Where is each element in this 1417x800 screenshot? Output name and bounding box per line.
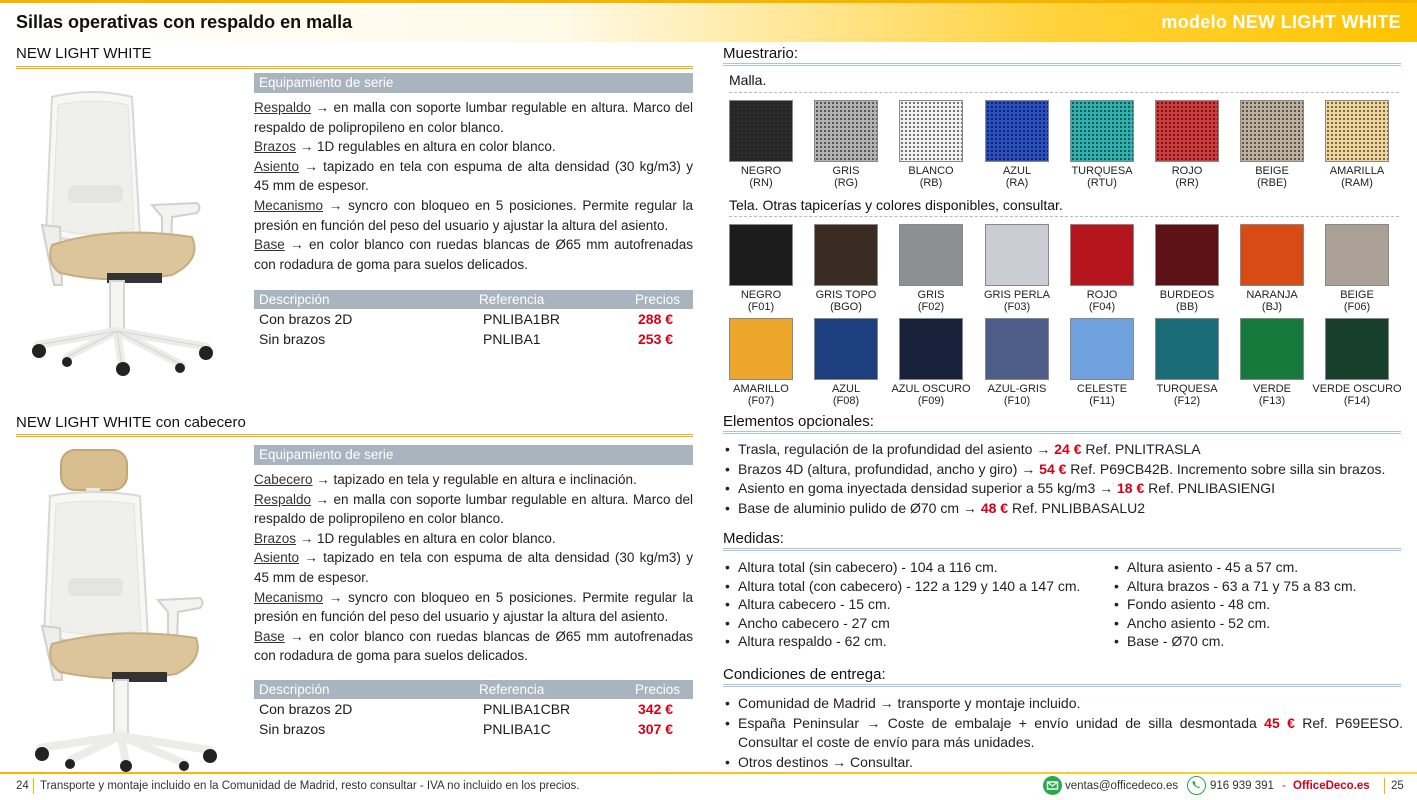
row-desc: Con brazos 2D bbox=[259, 701, 353, 717]
page-title: Sillas operativas con respaldo en malla bbox=[16, 12, 353, 32]
model-title: modelo NEW LIGHT WHITE bbox=[1161, 12, 1401, 32]
dashed-divider bbox=[729, 216, 1399, 217]
spec-key: Base bbox=[254, 628, 285, 644]
price-table-header bbox=[254, 290, 693, 309]
row-ref: PNLIBA1C bbox=[483, 721, 551, 737]
list-item bbox=[1112, 595, 1402, 614]
chair-image bbox=[22, 85, 222, 380]
page-number-left: 24 bbox=[16, 780, 29, 792]
page-header bbox=[0, 0, 1417, 42]
color-swatch bbox=[1240, 318, 1304, 380]
swatch-name: AZUL bbox=[1002, 165, 1032, 177]
color-swatch bbox=[1240, 224, 1304, 286]
medidas-list-left bbox=[723, 558, 1113, 651]
list-item bbox=[723, 614, 1113, 633]
color-swatch bbox=[1325, 318, 1389, 380]
spec-value: → tapizado en tela con espuma de alta densidad (30 kg/m3) y 45 mm de espesor. bbox=[254, 550, 693, 585]
color-swatch bbox=[1240, 100, 1304, 162]
spec-value: → 1D regulables en altura en color blanco. bbox=[296, 139, 556, 155]
spec-value: → tapizado en tela y regulable en altura e inclinación. bbox=[312, 472, 637, 487]
item-text: Altura total (sin cabecero) - 104 a 116 cm. bbox=[738, 559, 998, 575]
swatch-name: AZUL OSCURO bbox=[891, 383, 971, 395]
list-item bbox=[723, 558, 1113, 577]
list-item bbox=[723, 632, 1113, 651]
swatch-code: (F10) bbox=[1003, 395, 1031, 407]
list-item bbox=[723, 694, 1403, 714]
item-ref: Ref. P69EESO. Consultar el coste de envío para más unidades. bbox=[738, 714, 1403, 750]
swatch-name: BEIGE bbox=[1255, 165, 1289, 177]
spec-key: Base bbox=[254, 237, 285, 253]
row-desc: Sin brazos bbox=[259, 331, 326, 347]
swatch-code: (RAM) bbox=[1341, 177, 1373, 189]
col-referencia: Referencia bbox=[479, 682, 545, 697]
spec-value: → en color blanco con ruedas blancas de Ø65 mm autofrenadas con rodadura de goma para suelos delicados. bbox=[254, 628, 693, 664]
page-footer bbox=[0, 772, 1417, 800]
spec-key: Cabecero bbox=[254, 472, 313, 487]
col-referencia: Referencia bbox=[479, 292, 545, 307]
spec-key: Asiento bbox=[254, 158, 300, 174]
item-price: 18 € bbox=[1117, 480, 1145, 496]
footer-divider bbox=[33, 778, 34, 794]
swatch-code: (RTU) bbox=[1087, 177, 1117, 189]
swatch-name: GRIS bbox=[832, 165, 860, 177]
swatch-code: (F13) bbox=[1258, 395, 1286, 407]
price-table-1 bbox=[254, 290, 693, 349]
swatch-code: (F01) bbox=[747, 301, 775, 313]
item-text: Otros destinos → Consultar. bbox=[738, 753, 914, 770]
row-price: 253 € bbox=[638, 331, 674, 347]
footer-phone[interactable]: 916 939 391 bbox=[1210, 780, 1274, 792]
color-swatch bbox=[985, 100, 1049, 162]
swatch-code: (F08) bbox=[832, 395, 860, 407]
tela-title: Tela. Otras tapicerías y colores disponibles, consultar. bbox=[729, 197, 1063, 213]
swatch-code: (F03) bbox=[1003, 301, 1031, 313]
price-table-header bbox=[254, 680, 693, 699]
list-item bbox=[1112, 558, 1402, 577]
item-ref: Ref. PNLITRASLA bbox=[1081, 441, 1201, 457]
spec-key: Brazos bbox=[254, 530, 297, 546]
item-ref: Ref. PNLIBASIENGI bbox=[1144, 480, 1275, 496]
spec-header: Equipamiento de serie bbox=[254, 73, 693, 93]
swatch-code: (RR) bbox=[1175, 177, 1199, 189]
entrega-list bbox=[723, 694, 1403, 772]
entrega-title: Condiciones de entrega: bbox=[723, 666, 886, 683]
color-swatch bbox=[1070, 224, 1134, 286]
row-desc: Con brazos 2D bbox=[259, 311, 353, 327]
page-number-right: 25 bbox=[1391, 780, 1404, 792]
swatch-code: (F09) bbox=[917, 395, 945, 407]
table-row bbox=[254, 719, 693, 739]
swatch-name: AMARILLO bbox=[733, 383, 789, 395]
item-text: Altura respaldo - 62 cm. bbox=[738, 633, 887, 650]
col-precios: Precios bbox=[635, 292, 681, 307]
item-price: 45 € bbox=[1264, 714, 1295, 731]
item-text: Altura cabecero - 15 cm. bbox=[738, 596, 891, 613]
opcionales-list bbox=[723, 440, 1403, 518]
swatch-name: VERDE OSCURO bbox=[1312, 383, 1402, 395]
col-descripcion: Descripción bbox=[259, 682, 330, 697]
spec-header: Equipamiento de serie bbox=[254, 445, 693, 465]
color-swatch bbox=[899, 318, 963, 380]
table-row bbox=[254, 309, 693, 329]
dashed-divider bbox=[729, 92, 1399, 93]
item-ref: Ref. PNLIBBASALU2 bbox=[1008, 499, 1146, 516]
footer-divider bbox=[1384, 778, 1385, 794]
row-ref: PNLIBA1BR bbox=[483, 311, 561, 327]
spec-value: → tapizado en tela con espuma de alta densidad (30 kg/m3) y 45 mm de espesor. bbox=[254, 158, 693, 194]
footer-email[interactable]: ventas@officedeco.es bbox=[1065, 780, 1179, 792]
swatch-code: (RA) bbox=[1005, 177, 1029, 189]
spec-text bbox=[254, 470, 693, 666]
swatch-code: (BB) bbox=[1176, 301, 1198, 313]
footer-note: Transporte y montaje incluido en la Comunidad de Madrid, resto consultar - IVA no incluido en los precios. bbox=[40, 780, 580, 792]
item-text: Base de aluminio pulido de Ø70 cm → bbox=[738, 499, 981, 516]
list-item bbox=[723, 577, 1113, 596]
swatch-name: TURQUESA bbox=[1156, 383, 1218, 395]
swatch-name: AZUL-GRIS bbox=[987, 383, 1047, 395]
swatch-name: AZUL bbox=[831, 383, 861, 395]
item-text: Asiento en goma inyectada densidad superior a 55 kg/m3 → bbox=[738, 480, 1118, 496]
color-swatch bbox=[985, 224, 1049, 286]
col-descripcion: Descripción bbox=[259, 292, 330, 307]
item-text: Brazos 4D (altura, profundidad, ancho y giro) → bbox=[738, 460, 1040, 477]
row-price: 342 € bbox=[638, 701, 674, 717]
swatch-name: BURDEOS bbox=[1159, 289, 1215, 301]
swatch-name: BLANCO bbox=[908, 165, 954, 177]
spec-box-2 bbox=[254, 445, 693, 666]
section-divider bbox=[723, 63, 1401, 66]
opcionales-title: Elementos opcionales: bbox=[723, 413, 874, 430]
spec-key: Asiento bbox=[254, 550, 300, 566]
color-swatch bbox=[729, 318, 793, 380]
color-swatch bbox=[899, 100, 963, 162]
item-ref: Ref. P69CB42B. Incremento sobre silla sin brazos. bbox=[1066, 460, 1386, 477]
email-icon bbox=[1043, 776, 1062, 795]
row-ref: PNLIBA1CBR bbox=[483, 701, 571, 717]
spec-value: → syncro con bloqueo en 5 posiciones. Permite regular la presión en función del peso del usuario y ajustar la altura del asiento. bbox=[254, 197, 693, 233]
whatsapp-icon bbox=[1187, 776, 1206, 795]
list-item bbox=[723, 595, 1113, 614]
swatch-code: (F14) bbox=[1343, 395, 1371, 407]
list-item bbox=[723, 479, 1403, 499]
spec-key: Mecanismo bbox=[254, 589, 324, 605]
swatch-name: CELESTE bbox=[1076, 383, 1128, 395]
swatch-code: (F06) bbox=[1343, 301, 1371, 313]
color-swatch bbox=[985, 318, 1049, 380]
color-swatch bbox=[814, 224, 878, 286]
footer-rule bbox=[0, 772, 1417, 774]
color-swatch bbox=[814, 100, 878, 162]
section-divider bbox=[723, 431, 1401, 434]
spec-value: → syncro con bloqueo en 5 posiciones. Permite regular la presión en función del peso del usuario y ajustar la altura del asiento. bbox=[254, 589, 693, 625]
swatch-code: (F12) bbox=[1173, 395, 1201, 407]
list-item bbox=[1112, 632, 1402, 651]
footer-separator: - bbox=[1282, 780, 1286, 792]
spec-value: → en malla con soporte lumbar regulable en altura. Marco del respaldo de polipropileno en color blanco. bbox=[254, 491, 693, 527]
swatch-name: NEGRO bbox=[740, 165, 782, 177]
swatch-code: (F04) bbox=[1088, 301, 1116, 313]
list-item bbox=[723, 440, 1403, 460]
item-text: Base - Ø70 cm. bbox=[1127, 633, 1225, 650]
spec-key: Brazos bbox=[254, 139, 297, 155]
color-swatch bbox=[729, 100, 793, 162]
swatch-name: NARANJA bbox=[1246, 289, 1298, 301]
spec-value: → en color blanco con ruedas blancas de Ø65 mm autofrenadas con rodadura de goma para suelos delicados. bbox=[254, 237, 693, 272]
spec-key: Respaldo bbox=[254, 100, 312, 115]
swatch-name: TURQUESA bbox=[1071, 165, 1133, 177]
muestrario-title: Muestrario: bbox=[723, 45, 799, 62]
section-divider bbox=[723, 548, 1401, 551]
color-swatch bbox=[1325, 224, 1389, 286]
table-row bbox=[254, 699, 693, 719]
list-item bbox=[723, 499, 1403, 519]
item-text: Altura asiento - 45 a 57 cm. bbox=[1127, 559, 1299, 575]
item-text: Ancho cabecero - 27 cm bbox=[738, 614, 890, 631]
list-item bbox=[1112, 577, 1402, 596]
list-item bbox=[1112, 614, 1402, 633]
swatch-code: (BGO) bbox=[830, 301, 862, 313]
swatch-code: (RB) bbox=[919, 177, 943, 189]
item-text: Comunidad de Madrid → transporte y montaje incluido. bbox=[738, 695, 1081, 711]
spec-key: Mecanismo bbox=[254, 197, 324, 213]
color-swatch bbox=[899, 224, 963, 286]
swatch-code: (RBE) bbox=[1257, 177, 1287, 189]
spec-text bbox=[254, 98, 693, 274]
color-swatch bbox=[1070, 100, 1134, 162]
product-title-1: NEW LIGHT WHITE bbox=[16, 45, 152, 62]
item-price: 54 € bbox=[1039, 460, 1067, 477]
spec-value: → 1D regulables en altura en color blanco. bbox=[296, 530, 556, 546]
swatch-code: (RG) bbox=[834, 177, 858, 189]
swatch-name: ROJO bbox=[1086, 289, 1118, 301]
color-swatch bbox=[1155, 318, 1219, 380]
swatch-name: NEGRO bbox=[740, 289, 782, 301]
item-text: Altura brazos - 63 a 71 y 75 a 83 cm. bbox=[1127, 577, 1357, 594]
price-table-2 bbox=[254, 680, 693, 739]
spec-box-1 bbox=[254, 73, 693, 274]
swatch-name: GRIS PERLA bbox=[983, 289, 1051, 301]
section-divider bbox=[16, 66, 693, 69]
item-price: 48 € bbox=[980, 499, 1009, 516]
product-title-2: NEW LIGHT WHITE con cabecero bbox=[16, 414, 246, 431]
swatch-code: (F11) bbox=[1089, 395, 1115, 407]
color-swatch bbox=[1325, 100, 1389, 162]
row-price: 288 € bbox=[638, 311, 674, 327]
section-divider bbox=[723, 684, 1401, 687]
swatch-code: (F07) bbox=[747, 395, 775, 407]
swatch-code: (RN) bbox=[749, 177, 773, 189]
color-swatch bbox=[1070, 318, 1134, 380]
spec-value: → en malla con soporte lumbar regulable en altura. Marco del respaldo de polipropileno en color blanco. bbox=[254, 100, 693, 135]
color-swatch bbox=[729, 224, 793, 286]
row-price: 307 € bbox=[638, 721, 674, 737]
swatch-name: GRIS bbox=[917, 289, 945, 301]
swatch-name: GRIS TOPO bbox=[815, 289, 877, 301]
list-item bbox=[723, 460, 1403, 480]
color-swatch bbox=[1155, 100, 1219, 162]
malla-title: Malla. bbox=[729, 72, 767, 88]
swatch-code: (BJ) bbox=[1261, 301, 1283, 313]
list-item bbox=[723, 753, 1403, 773]
item-text: Ancho asiento - 52 cm. bbox=[1127, 614, 1271, 631]
swatch-code: (F02) bbox=[917, 301, 945, 313]
item-text: Trasla, regulación de la profundidad del asiento → bbox=[738, 441, 1055, 457]
section-divider bbox=[16, 434, 693, 437]
spec-key: Respaldo bbox=[254, 491, 312, 507]
row-desc: Sin brazos bbox=[259, 721, 326, 737]
list-item bbox=[723, 714, 1403, 753]
item-text: Fondo asiento - 48 cm. bbox=[1127, 596, 1271, 613]
color-swatch bbox=[814, 318, 878, 380]
swatch-name: BEIGE bbox=[1340, 289, 1374, 301]
medidas-title: Medidas: bbox=[723, 530, 784, 547]
color-swatch bbox=[1155, 224, 1219, 286]
table-row bbox=[254, 329, 693, 349]
chair-headrest-image bbox=[28, 448, 228, 773]
item-text: España Peninsular → Coste de embalaje + envío unidad de silla desmontada bbox=[738, 714, 1265, 731]
swatch-name: ROJO bbox=[1171, 165, 1203, 177]
footer-brand[interactable]: OfficeDeco.es bbox=[1293, 780, 1370, 792]
swatch-name: VERDE bbox=[1253, 383, 1291, 395]
medidas-list-right bbox=[1112, 558, 1402, 651]
swatch-name: AMARILLA bbox=[1329, 165, 1385, 177]
col-precios: Precios bbox=[635, 682, 681, 697]
row-ref: PNLIBA1 bbox=[483, 331, 541, 347]
item-price: 24 € bbox=[1054, 441, 1082, 457]
item-text: Altura total (con cabecero) - 122 a 129 y 140 a 147 cm. bbox=[738, 577, 1081, 594]
